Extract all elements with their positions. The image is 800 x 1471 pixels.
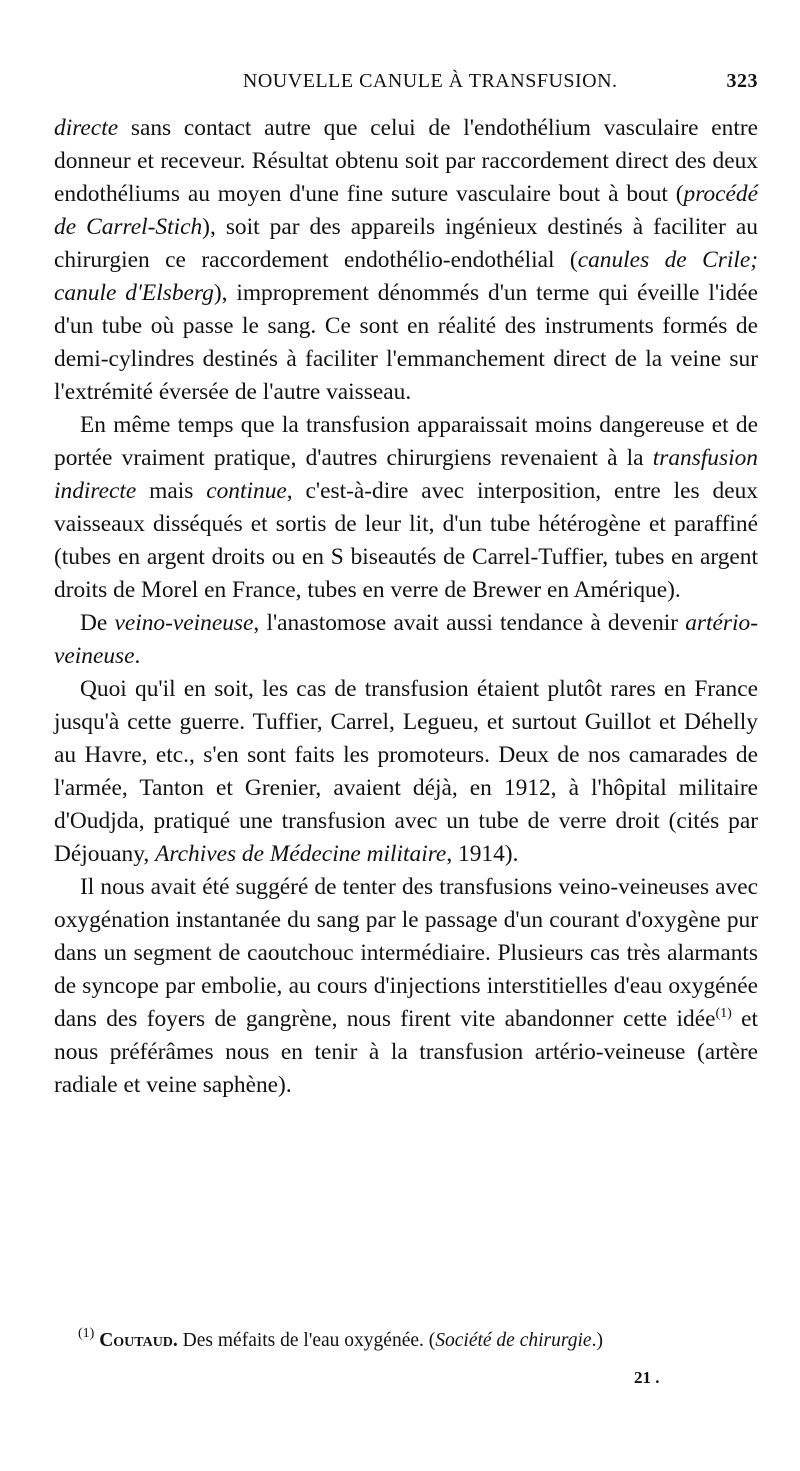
text-run: ), soit par des appareils ingénieux destinés à faciliter au chirurgien ce raccordement endothélio-endothélial ( xyxy=(54,214,758,273)
text-run: et nous préférâmes nous en tenir à la transfusion artério-veineuse (artère radiale et veine saphène). xyxy=(54,1006,758,1098)
emphasis: veino-veineuse xyxy=(114,610,254,636)
footnote-reference[interactable]: (1) xyxy=(715,1006,732,1021)
emphasis: canules de Crile; canule d'Elsberg xyxy=(54,247,758,306)
book-page xyxy=(54,70,758,1460)
text-run: mais xyxy=(136,478,207,504)
emphasis: transfusion indirecte xyxy=(54,445,758,504)
text-run: Quoi qu'il en soit, les cas de transfusion étaient plutôt rares en France jusqu'à cette guerre. Tuffier, Carrel, Legueu, et surtout Guillot et Déhelly au Havre, etc., s'en sont faits les promoteurs. Deux de nos camarades de l'armée, Tanton et Grenier, avaient déjà, en 1912, à l'hôpital militaire d'Oudjda, pratiqué une transfusion avec un tube de verre droit (cités par Déjouany, xyxy=(54,676,758,867)
running-title: NOUVELLE CANULE À TRANSFUSION. xyxy=(242,70,618,92)
text-run: En même temps que la transfusion apparaissait moins dangereuse et de portée vraiment pratique, d'autres chirurgiens revenaient à la xyxy=(54,412,758,471)
footnote-end: .) xyxy=(591,1330,603,1351)
footnote-marker: (1) xyxy=(78,1326,95,1341)
emphasis: Archives de Médecine militaire xyxy=(155,841,447,867)
text-run: , 1914). xyxy=(446,841,519,867)
text-run: , l'anastomose avait aussi tendance à devenir xyxy=(253,610,686,636)
paragraph-1 xyxy=(54,112,758,409)
footnote-source: Société de chirurgie xyxy=(435,1330,592,1351)
body-text xyxy=(54,112,758,1102)
emphasis: procédé de Carrel-Stich xyxy=(54,181,758,240)
signature-mark: 21 . xyxy=(634,1368,660,1387)
paragraph-3 xyxy=(54,607,758,673)
paragraph-2 xyxy=(54,409,758,607)
text-run: . xyxy=(134,643,141,669)
emphasis: artério-veineuse xyxy=(54,610,758,669)
text-run: Il nous avait été suggéré de tenter des transfusions veino-veineuses avec oxygénation instantanée du sang par le passage d'un courant d'oxygène pur dans un segment de caoutchouc intermédiaire. Plusieurs cas très alarmants de syncope par embolie, au cours d'injections interstitielles d'eau oxygénée dans des foyers de gangrène, nous firent vite abandonner cette idée xyxy=(54,874,758,1032)
paragraph-5 xyxy=(54,871,758,1102)
text-run: sans contact autre que celui de l'endothélium vasculaire entre donneur et receveur. Résultat obtenu soit par raccordement direct des deux endothéliums au moyen d'une fine suture vasculaire bout à bout ( xyxy=(54,115,758,207)
page-number: 323 xyxy=(726,70,758,92)
footnote-text: Des méfaits de l'eau oxygénée. ( xyxy=(177,1330,436,1351)
text-run: , c'est-à-dire avec interposition, entre les deux vaisseaux disséqués et sortis de leur lit, d'un tube hétérogène et paraffiné (tubes en argent droits ou en S biseautés de Carrel-Tuffier, tubes en argent droits de Morel en France, tubes en verre de Brewer en Amérique). xyxy=(54,478,758,603)
running-header xyxy=(54,70,758,110)
footnote xyxy=(78,1328,758,1354)
footnote-author: Coutaud. xyxy=(99,1330,178,1351)
paragraph-4 xyxy=(54,673,758,871)
emphasis: continue xyxy=(206,478,287,504)
text-run: De xyxy=(80,610,115,636)
text-run: ), improprement dénommés d'un terme qui éveille l'idée d'un tube où passe le sang. Ce sont en réalité des instruments formés de demi-cylindres destinés à faciliter l'emmanchement direct de la veine sur l'extrémité éversée de l'autre vaisseau. xyxy=(54,280,758,405)
emphasis: directe xyxy=(54,115,119,141)
